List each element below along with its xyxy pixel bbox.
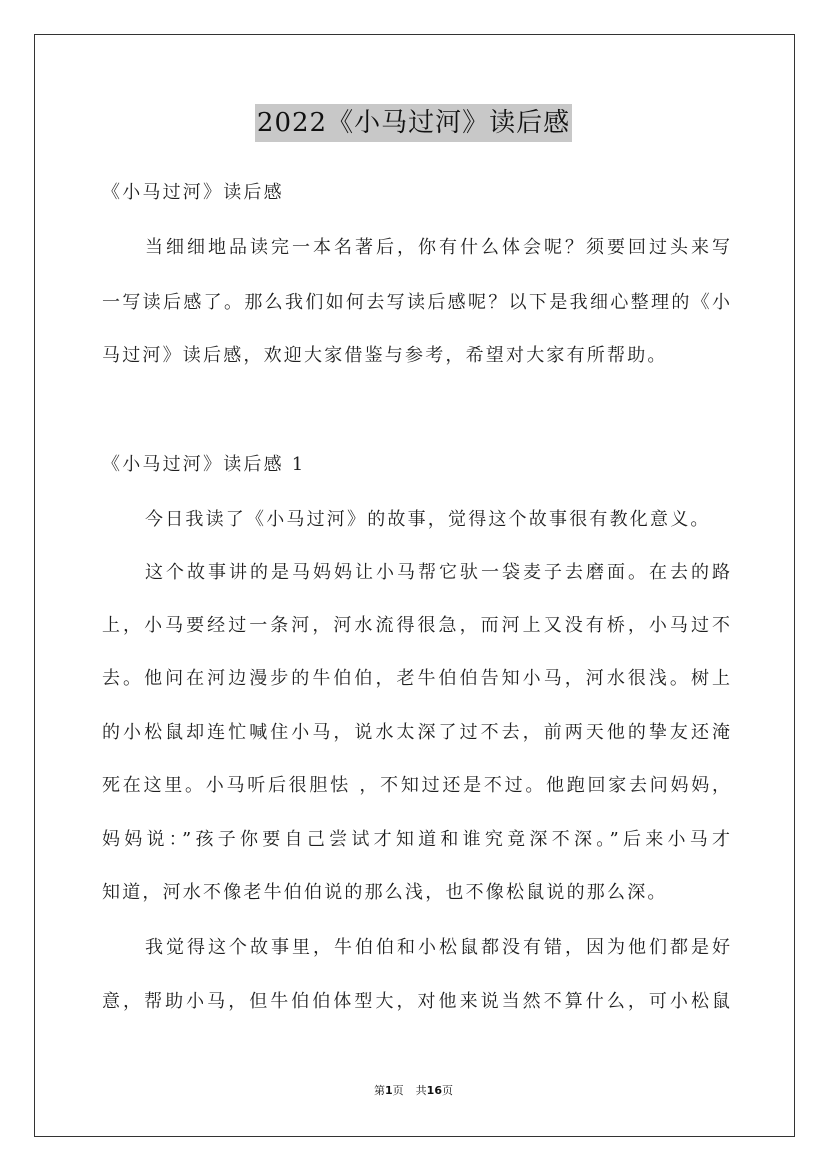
page-number: 1 bbox=[385, 1084, 393, 1097]
total-pages: 16 bbox=[426, 1084, 442, 1097]
page-footer bbox=[0, 1082, 827, 1098]
paragraph-line: 上，小马要经过一条河，河水流得很急，而河上又没有桥，小马过不 bbox=[102, 615, 730, 636]
title-container bbox=[0, 104, 827, 142]
intro-line: 当细细地品读完一本名著后，你有什么体会呢？须要回过头来写 bbox=[145, 237, 730, 258]
paragraph-line: 知道，河水不像老牛伯伯说的那么浅，也不像松鼠说的那么深。 bbox=[102, 882, 668, 903]
paragraph-line: 死在这里。小马听后很胆怯 ，不知过还是不过。他跑回家去问妈妈， bbox=[102, 775, 730, 796]
document-title: 2022《小马过河》读后感 bbox=[255, 104, 572, 142]
total-prefix: 共 bbox=[415, 1084, 427, 1097]
page-suffix: 页 bbox=[392, 1084, 404, 1097]
paragraph-line: 去。他问在河边漫步的牛伯伯，老牛伯伯告知小马，河水很浅。树上 bbox=[102, 668, 730, 689]
paragraph-line: 妈妈说：”孩子你要自己尝试才知道和谁究竟深不深。”后来小马才 bbox=[102, 829, 730, 850]
document-subtitle: 《小马过河》读后感 bbox=[102, 182, 284, 203]
paragraph-line: 今日我读了《小马过河》的故事，觉得这个故事很有教化意义。 bbox=[145, 509, 711, 530]
intro-line: 马过河》读后感，欢迎大家借鉴与参考，希望对大家有所帮助。 bbox=[102, 345, 668, 366]
paragraph-line: 意，帮助小马，但牛伯伯体型大，对他来说当然不算什么，可小松鼠 bbox=[102, 991, 730, 1012]
intro-line: 一写读后感了。那么我们如何去写读后感呢？以下是我细心整理的《小 bbox=[102, 292, 730, 313]
total-suffix: 页 bbox=[441, 1084, 453, 1097]
page-prefix: 第 bbox=[374, 1084, 386, 1097]
paragraph-line: 这个故事讲的是马妈妈让小马帮它驮一袋麦子去磨面。在去的路 bbox=[145, 562, 730, 583]
paragraph-line: 的小松鼠却连忙喊住小马，说水太深了过不去，前两天他的挚友还淹 bbox=[102, 722, 730, 743]
paragraph-line: 我觉得这个故事里，牛伯伯和小松鼠都没有错，因为他们都是好 bbox=[145, 937, 730, 958]
section-heading: 《小马过河》读后感 1 bbox=[102, 454, 306, 475]
